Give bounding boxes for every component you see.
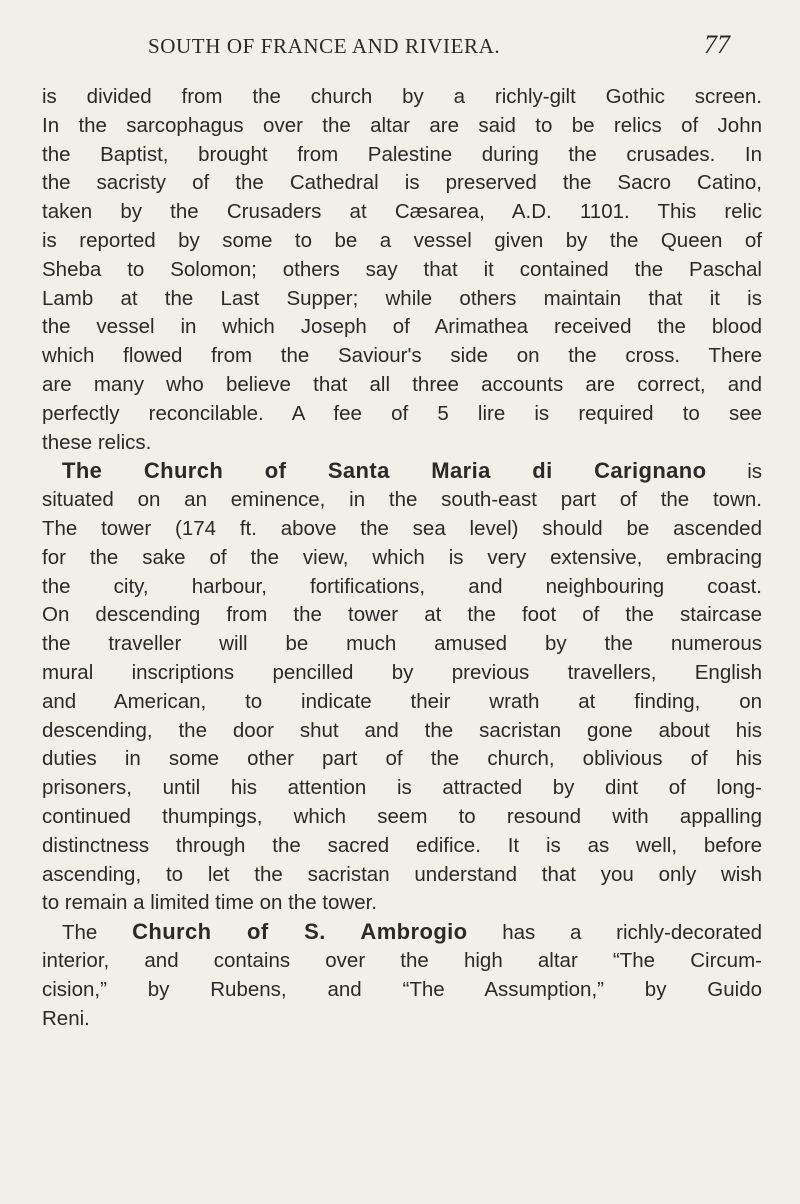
text-line: perfectly reconcilable. A fee of 5 lire is required to see (42, 401, 762, 425)
text-line: Reni. (42, 1006, 90, 1030)
paragraph-s-ambrogio (42, 918, 762, 1033)
body-text (42, 83, 762, 1033)
text-line: In the sarcophagus over the altar are said to be relics of John (42, 113, 762, 137)
text-line: the vessel in which Joseph of Arimathea received the blood (42, 315, 762, 339)
section-heading: Church of S. Ambrogio (132, 919, 468, 945)
text-line: the Baptist, brought from Palestine during the crusades. In (42, 142, 762, 166)
heading-continuation: has a richly-decorated (502, 921, 762, 945)
text-line: which flowed from the Saviour's side on the cross. There (42, 344, 762, 368)
heading-prefix: The (62, 921, 98, 945)
paragraph-first-line (42, 457, 762, 486)
text-line: interior, and contains over the high altar “The Circum- (42, 948, 762, 972)
text-line: The tower (174 ft. above the sea level) should be ascended (42, 516, 762, 540)
text-line: continued thumpings, which seem to resound with appalling (42, 804, 762, 828)
paragraph-santa-maria-di-carignano (42, 457, 762, 918)
text-line: is divided from the church by a richly-gilt Gothic screen. (42, 85, 762, 108)
paragraph-cathedral-relics (42, 83, 762, 457)
text-line: distinctness through the sacred edifice. It is as well, before (42, 833, 762, 857)
page-number: 77 (704, 30, 730, 59)
text-line: are many who believe that all three accounts are correct, and (42, 372, 762, 396)
text-line: is reported by some to be a vessel given by the Queen of (42, 228, 762, 252)
paragraph-first-line (42, 918, 762, 947)
text-line: cision,” by Rubens, and “The Assumption,” by Guido (42, 977, 762, 1001)
text-line: the traveller will be much amused by the numerous (42, 632, 762, 656)
text-line: for the sake of the view, which is very extensive, embracing (42, 545, 762, 569)
text-line: the city, harbour, fortifications, and neighbouring coast. (42, 574, 762, 598)
text-line: duties in some other part of the church, oblivious of his (42, 747, 762, 771)
text-line: Sheba to Solomon; others say that it contained the Paschal (42, 257, 762, 281)
text-line: to remain a limited time on the tower. (42, 891, 377, 915)
text-line: these relics. (42, 430, 152, 454)
text-line: On descending from the tower at the foot of the staircase (42, 603, 762, 627)
text-line: descending, the door shut and the sacristan gone about his (42, 718, 762, 742)
heading-continuation: is (747, 460, 762, 484)
text-line: ascending, to let the sacristan understand that you only wish (42, 862, 762, 886)
text-line: Lamb at the Last Supper; while others maintain that it is (42, 286, 762, 310)
text-line: situated on an eminence, in the south-east part of the town. (42, 488, 762, 512)
text-line: the sacristy of the Cathedral is preserved the Sacro Catino, (42, 171, 762, 195)
page-header (0, 28, 800, 68)
text-line: and American, to indicate their wrath at finding, on (42, 689, 762, 713)
running-title: SOUTH OF FRANCE AND RIVIERA. (148, 34, 501, 58)
text-line: prisoners, until his attention is attracted by dint of long- (42, 776, 762, 800)
section-heading: The Church of Santa Maria di Carignano (62, 458, 707, 484)
text-line: taken by the Crusaders at Cæsarea, A.D. 1101. This relic (42, 200, 762, 224)
text-line: mural inscriptions pencilled by previous travellers, English (42, 660, 762, 684)
